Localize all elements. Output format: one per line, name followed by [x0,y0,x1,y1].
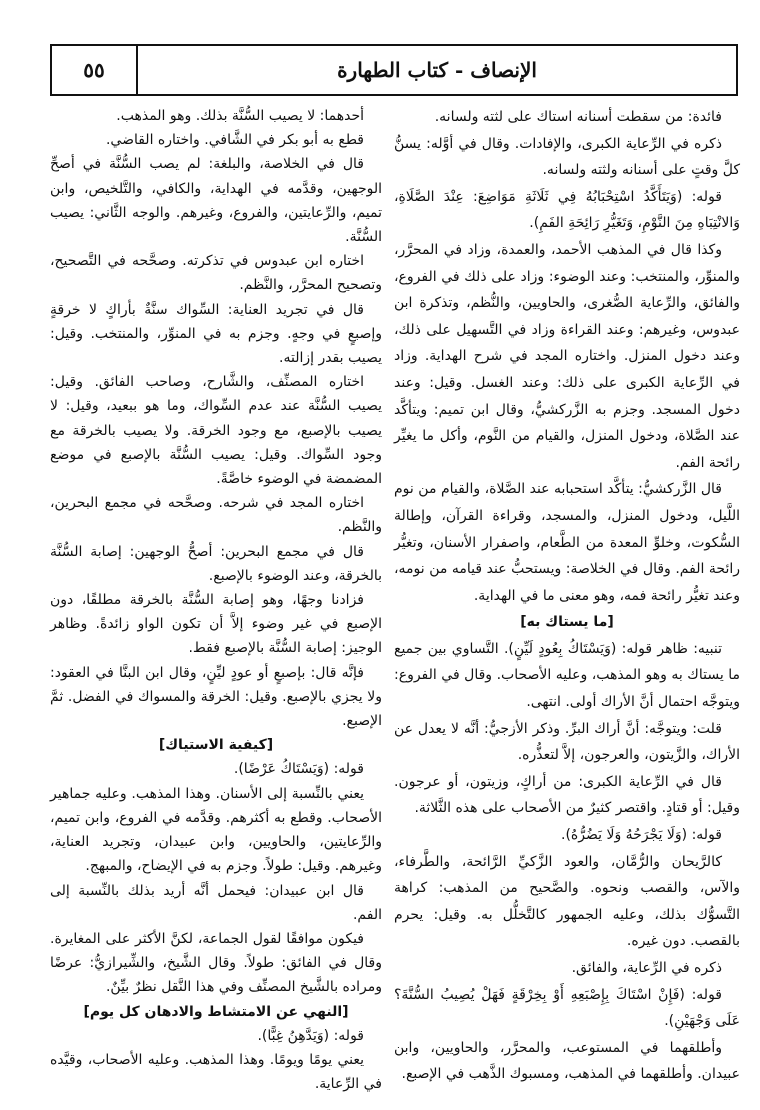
paragraph: قلت: ويتوجَّه: أنَّ أراك البرِّ. وذكر الأزجيُّ: أنَّه لا يعدل عن الأراك، والزَّيتون، والعرجون، إلاَّ لتعذُّره. [394,720,740,764]
paragraph: وأطلقهما في المستوعب، والمحرَّر، والحاويين، وابن عبيدان. وأطلقهما في المذهب، ومسبوك الذَّهب في الإصبع. [394,1039,740,1083]
paragraph: فإنَّه قال: بإصبعٍ أو عودٍ ليِّنٍ، وقال ابن البنَّا في العقود: ولا يجزي بالإصبع. وقيل: الخرقة والمسواك في الفضل. ثمَّ الإصبع. [50,664,382,730]
running-title: الإنصاف - كتاب الطهارة [337,58,537,82]
paragraph: أحدهما: لا يصيب السُّنَّة بذلك. وهو المذهب. [116,108,364,124]
paragraph: اختاره المصنِّف، والشَّارح، وصاحب الفائق. وقيل: يصيب السُّنَّة عند عدم السِّواك، وما هو ببعيد، وقيل: لا يصيب بالإصبع، مع وجود الخرقة. ولا يصيب بالخرقة مع وجود السِّواك. وقيل: يصيب السُّنَّة بالإصبع في موضع المضمضة في الوضوء خاصَّةً. [50,374,382,488]
paragraph: قال في الخلاصة، والبلغة: لم يصب السُّنَّة في أصحِّ الوجهين، وقدَّمه في الهداية، والكافي، والتَّلخيص، وابن تميم، والرِّعايتين، والفروع، وغيرهم. والوجه الثَّاني: يصيب السُّنَّة. [50,156,382,246]
paragraph: قوله: (وَيَتَأَكَّدُ اسْتِحْبَابُهُ فِي ثَلَاثَةِ مَوَاضِعَ: عِنْدَ الصَّلَاةِ، وَالانْتِبَاهِ مِنَ النَّوْمِ، وَتَغَيُّرِ رَائِحَةِ الفَمِ). [394,188,740,232]
paragraph: فيكون موافقًا لقول الجماعة، لكنَّ الأكثر على المغايرة. وقال في الفائق: طولاً. وقال الشَّيخ، والشِّيرازيُّ: عرضًا ومراده بالشَّيخ المصنِّف وفي هذا النَّقل نظرٌ بيِّنٌ. [50,930,382,996]
paragraph: يعني بالنِّسبة إلى الأسنان. وهذا المذهب. وعليه جماهير الأصحاب. وقطع به أكثرهم. وقدَّمه في الفروع، وابن تميم، والرِّعايتين، والحاويين، وابن عبيدان، وتجريد العناية، وغيرهم. وقيل: طولاً. وجزم به في الإيضاح، والمبهج. [50,785,382,875]
left-column [50,104,382,1096]
paragraph: قطع به أبو بكر في الشَّافي. واختاره القاضي. [105,132,364,149]
section-heading: [ما يستاك به] [520,614,614,631]
paragraph: اختاره ابن عبدوس في تذكرته. وصحَّحه في التَّصحيح، وتصحيح المحرَّر، والنَّظم. [50,253,382,294]
paragraph: قال في مجمع البحرين: أصحُّ الوجهين: إصابة السُّنَّة بالخرقة، وعند الوضوء بالإصبع. [50,543,382,584]
paragraph: قال ابن عبيدان: فيحمل أنَّه أريد بذلك بالنِّسبة إلى الفم. [50,882,382,923]
paragraph: يعني يومًا ويومًا. وهذا المذهب. وعليه الأصحاب، وقيَّده في الرِّعاية. [50,1051,382,1093]
paragraph: اختاره المجد في شرحه. وصحَّحه في مجمع البحرين، والنَّظم. [50,495,382,536]
paragraph: قال في تجريد العناية: السِّواك سنَّةٌ بأراكٍ لا خرقةٍ وإصبعٍ في وجهٍ. وجزم به في المنوِّر، والمنتخب. وقيل: يصيب بقدر إزالته. [50,301,382,367]
paragraph: قال في الرِّعاية الكبرى: من أراكٍ، وزيتون، أو عرجون. وقيل: أو قتادٍ. واقتصر كثيرٌ من الأصحاب على هذه الثَّلاثة. [394,773,740,817]
paragraph: فزادنا وجهًا، وهو إصابة السُّنَّة بالخرقة مطلقًا، دون الإصبع في غير وضوء إلاَّ أن تكون الواو زائدةً. وظاهر الوجيز: إصابة السُّنَّة بالإصبع فقط. [50,592,382,657]
paragraph: كالرَّيحان والرُّمَّان، والعود الزَّكيِّ الرَّائحة، والطَّرفاء، والآس، والقصب ونحوه. والصَّحيح من المذهب: كراهة التَّسوُّك بذلك، وعليه الجمهور كالتَّخلُّل به. وقيل: يحرم بالقصب. دون غيره. [394,853,740,950]
paragraph: ذكره في الرِّعاية الكبرى، والإفادات. وقال في أوَّله: يسنُّ كلَّ وقتٍ على أسنانه ولثته ولسانه. [394,135,740,179]
paragraph: ذكره في الرِّعاية، والفائق. [571,960,722,976]
paragraph: تنبيه: ظاهر قوله: (وَيَسْتَاكُ بِعُودٍ لَيِّنٍ). التَّساوي بين جميع ما يستاك به وهو المذهب، وعليه الأصحاب. وقال في الفروع: ويتوجَّه احتمال أنَّ الأراك أولى. انتهى. [394,640,740,711]
paragraph: قال الزَّركشيُّ: يتأكَّد استحبابه عند الصَّلاة، والقيام من نوم اللَّيل، ودخول المنزل، والمسجد، وقراءة القرآن، وإطالة السُّكوت، وخلوِّ المعدة من الطَّعام، واصفرار الأسنان، وتغيُّر رائحة الفم. وقال في الخلاصة: ويستحبُّ عند قيامه من نومه، وعند تغيُّر رائحة فمه، وهو معنى ما في الهداية. [394,481,740,604]
page-header [50,44,738,96]
right-column [394,104,740,1088]
page-number: ٥٥ [52,46,138,94]
section-heading: [كيفية الاستياك] [158,737,274,754]
paragraph: قوله: (وَيَسْتَاكُ عَرْضًا). [233,761,364,778]
section-heading: [النهي عن الامتشاط والادهان كل يوم] [83,1003,349,1020]
paragraph: قوله: (وَلَا يَجْرَحُهُ وَلَا يَضُرُّهُ). [561,827,722,844]
paragraph: فائدة: من سقطت أسنانه استاك على لثته ولسانه. [434,109,722,125]
paragraph: قوله: (فَإِنْ اسْتَاكَ بِإِصْبَعِهِ أَوْ بِخِرْقَةٍ فَهَلْ يُصِيبُ السُّنَّةَ؟ عَلَى وَجْهَيْنِ). [394,986,740,1030]
paragraph: قوله: (وَيَدَّهِنُ غِبًّا). [257,1027,364,1044]
paragraph: وكذا قال في المذهب الأحمد، والعمدة، وزاد في المحرَّر، والمنوِّر، والمنتخب: وعند الوضوء: وزاد على ذلك في الفروع، والفائق، والرِّعاية الصُّغرى، والحاويين، والنُّظم، وتذكرة ابن عبدوس، وغيرهم: وعند القراءة وزاد في التَّسهيل على ذلك، وعند دخول المنزل. واختاره المجد في شرح الهداية. وزاد في الرِّعاية الكبرى على ذلك: وعند الغسل. وقيل: وعند دخول المسجد. وجزم به الزَّركشيُّ، وقال ابن تميم: ويتأكَّد عند الصَّلاة، ودخول المنزل، والقيام من النَّوم، وأكل ما يغيِّر رائحة الفم. [394,241,740,471]
